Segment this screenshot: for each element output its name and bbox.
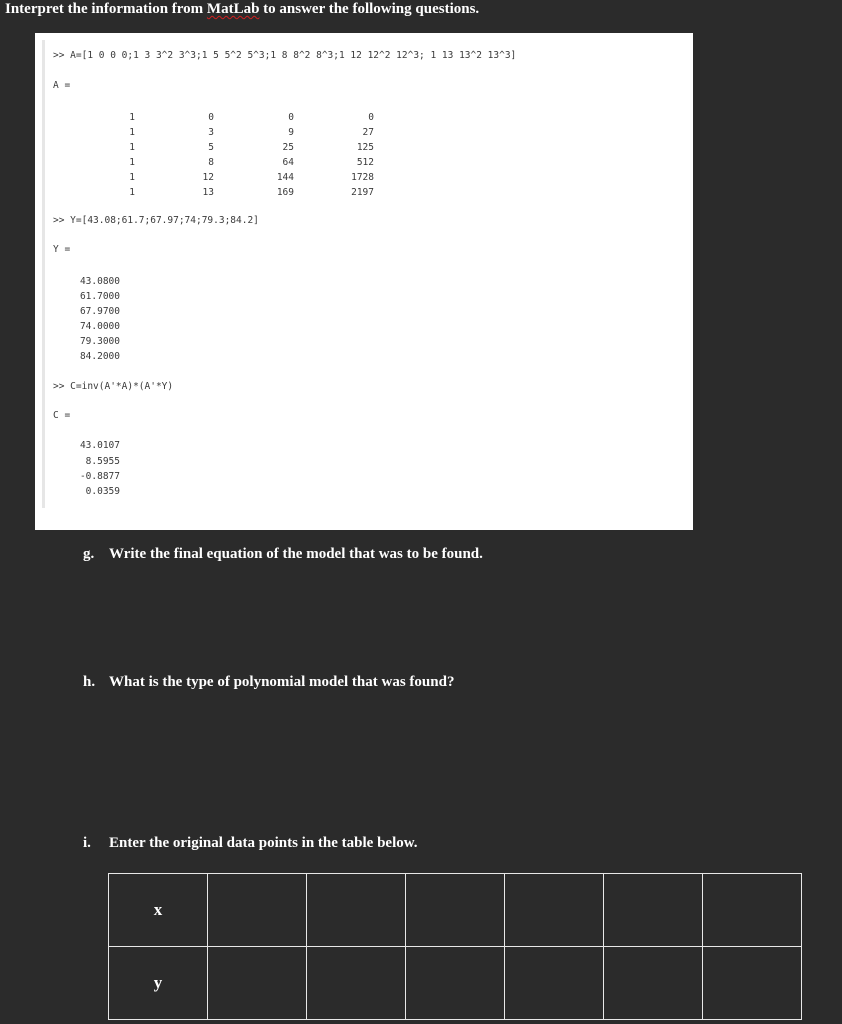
matrix-a-cell: 64 [282, 157, 294, 168]
matrix-a-cell: 0 [288, 112, 294, 123]
vector-c-cell: -0.8877 [79, 471, 120, 482]
matrix-a-cell: 1 [129, 172, 135, 183]
vector-c-cell: 8.5955 [85, 456, 120, 467]
matrix-a-cell: 1728 [351, 172, 374, 183]
command-compute-c: >> C=inv(A'*A)*(A'*Y) [53, 381, 174, 392]
matrix-a-cell: 0 [208, 112, 214, 123]
matrix-a-cell: 8 [208, 157, 214, 168]
table-row-x [109, 874, 802, 947]
question-g [83, 546, 483, 563]
row-label-y: y [109, 947, 208, 1020]
vector-y-cell: 74.0000 [79, 321, 120, 332]
matrix-a-cell: 5 [208, 142, 214, 153]
matrix-a-cell: 1 [129, 157, 135, 168]
y-value-cell[interactable] [703, 947, 802, 1020]
vector-y-cell: 84.2000 [79, 351, 120, 362]
command-define-a: >> A=[1 0 0 0;1 3 3^2 3^3;1 5 5^2 5^3;1 8 8^2 8^3;1 12 12^2 12^3; 1 13 13^2 13^3] [53, 50, 517, 61]
question-letter: i. [83, 835, 91, 851]
matlab-gutter-divider [42, 40, 45, 508]
y-value-cell[interactable] [406, 947, 505, 1020]
question-letter: h. [83, 674, 96, 690]
matrix-a-cell: 1 [129, 127, 135, 138]
matrix-a-cell: 25 [282, 142, 294, 153]
vector-c-cell: 43.0107 [79, 440, 120, 451]
matrix-a-cell: 0 [368, 112, 374, 123]
x-value-cell[interactable] [604, 874, 703, 947]
output-label-y: Y = [53, 244, 71, 255]
output-label-c: C = [53, 410, 71, 421]
matrix-a-cell: 125 [356, 142, 374, 153]
x-value-cell[interactable] [406, 874, 505, 947]
vector-y-cell: 79.3000 [79, 336, 120, 347]
y-value-cell[interactable] [307, 947, 406, 1020]
question-text: Write the final equation of the model that was to be found. [109, 546, 483, 562]
matrix-a-cell: 169 [276, 187, 294, 198]
matrix-a-cell: 2197 [351, 187, 374, 198]
y-value-cell[interactable] [505, 947, 604, 1020]
heading-text-start: Interpret the information from [5, 1, 207, 17]
matrix-a-cell: 13 [202, 187, 214, 198]
x-value-cell[interactable] [505, 874, 604, 947]
matrix-a-cell: 1 [129, 187, 135, 198]
question-text: Enter the original data points in the table below. [109, 835, 418, 851]
output-label-a: A = [53, 80, 71, 91]
matrix-a-cell: 12 [202, 172, 214, 183]
vector-y-cell: 67.9700 [79, 306, 120, 317]
page-heading [5, 1, 479, 18]
matrix-a-cell: 9 [288, 127, 294, 138]
y-value-cell[interactable] [604, 947, 703, 1020]
vector-y-cell: 61.7000 [79, 291, 120, 302]
question-letter: g. [83, 546, 95, 562]
table-row-y [109, 947, 802, 1020]
matlab-output-screenshot [35, 33, 693, 530]
heading-spellcheck-word: MatLab [206, 1, 260, 17]
x-value-cell[interactable] [703, 874, 802, 947]
row-label-x: x [109, 874, 208, 947]
x-value-cell[interactable] [208, 874, 307, 947]
vector-y-cell: 43.0800 [79, 276, 120, 287]
question-text: What is the type of polynomial model that was found? [109, 674, 455, 690]
x-value-cell[interactable] [307, 874, 406, 947]
data-points-table [108, 873, 802, 1020]
matrix-a-cell: 512 [356, 157, 374, 168]
y-value-cell[interactable] [208, 947, 307, 1020]
matrix-a-cell: 144 [276, 172, 294, 183]
matrix-a-cell: 1 [129, 142, 135, 153]
matrix-a-cell: 3 [208, 127, 214, 138]
matrix-a-cell: 1 [129, 112, 135, 123]
command-define-y: >> Y=[43.08;61.7;67.97;74;79.3;84.2] [53, 215, 259, 226]
question-i [83, 835, 418, 852]
matrix-a-cell: 27 [362, 127, 374, 138]
heading-text-end: to answer the following questions. [259, 1, 480, 17]
question-h [83, 674, 454, 691]
vector-c-cell: 0.0359 [85, 486, 120, 497]
